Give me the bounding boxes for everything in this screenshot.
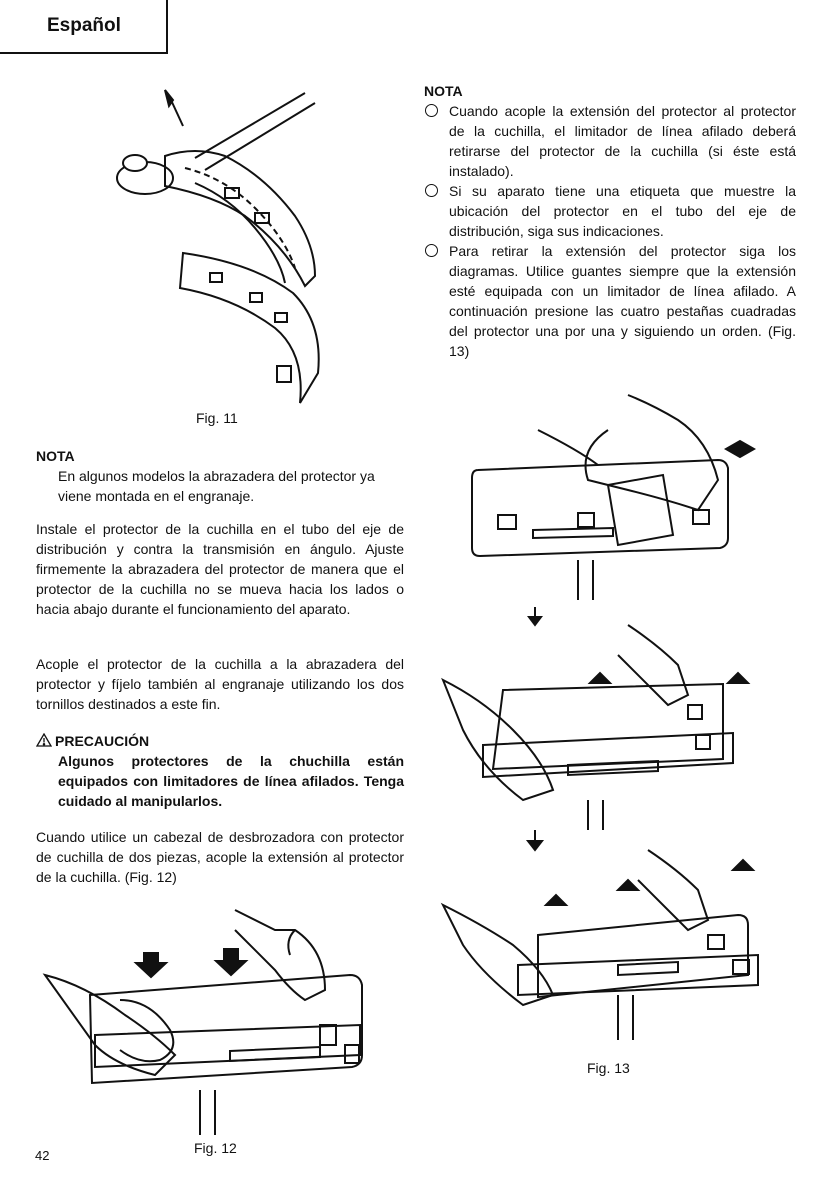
note-bullet-1: Cuando acople la extensión del protector al protector de la cuchilla, el limitador de línea afilado deberá retirarse del protector de la cuchilla (si éste está instalado). — [424, 101, 796, 181]
warning-triangle-icon — [36, 733, 52, 747]
left-note-title: NOTA — [36, 448, 75, 464]
figure-11-illustration — [105, 88, 335, 408]
right-note-list — [424, 101, 796, 361]
figure-12-caption: Fig. 12 — [194, 1140, 237, 1156]
figure-13-illustration — [438, 375, 768, 1055]
circle-bullet-icon — [425, 184, 438, 197]
caution-title: PRECAUCIÓN — [55, 733, 150, 749]
right-note-title: NOTA — [424, 83, 463, 99]
figure-11-caption: Fig. 11 — [196, 410, 238, 426]
caution-text: Algunos protectores de la chuchilla están equipados con limitadores de línea afilados. Tenga cuidado al manipularlos. — [58, 753, 404, 809]
figure-12-illustration — [40, 905, 370, 1135]
caution-block — [36, 731, 404, 811]
figure-13-caption: Fig. 13 — [587, 1060, 630, 1076]
left-note-text: En algunos modelos la abrazadera del protector ya viene montada en el engranaje. — [58, 468, 375, 504]
note-bullet-2: Si su aparato tiene una etiqueta que muestre la ubicación del protector en el tubo del eje de distribución, siga sus indicaciones. — [424, 181, 796, 241]
language-tab: Español — [0, 0, 168, 54]
install-paragraph: Instale el protector de la cuchilla en el tubo del eje de distribución y contra la transmisión en ángulo. Ajuste firmemente la abrazadera del protector de manera que el protector de la cuchilla no se mueva hacia los lados o hacia abajo durante el funcionamiento del aparato. — [36, 521, 404, 617]
circle-bullet-icon — [425, 104, 438, 117]
left-note — [36, 446, 404, 506]
attach-paragraph: Acople el protector de la cuchilla a la abrazadera del protector y fíjelo también al engranaje utilizando los dos tornillos destinados a este fin. — [36, 656, 404, 712]
circle-bullet-icon — [425, 244, 438, 257]
page-number: 42 — [35, 1148, 50, 1163]
note-bullet-3: Para retirar la extensión del protector siga los diagramas. Utilice guantes siempre que la extensión esté equipada con un limitador de línea afilado. A continuación presione las cuatro pestañas cuadradas del protector una por una y siguiendo un orden. (Fig. 13) — [424, 241, 796, 361]
two-piece-paragraph: Cuando utilice un cabezal de desbrozadora con protector de cuchilla de dos piezas, acople la extensión al protector de la cuchilla. (Fig. 12) — [36, 829, 404, 885]
right-note — [424, 81, 796, 361]
